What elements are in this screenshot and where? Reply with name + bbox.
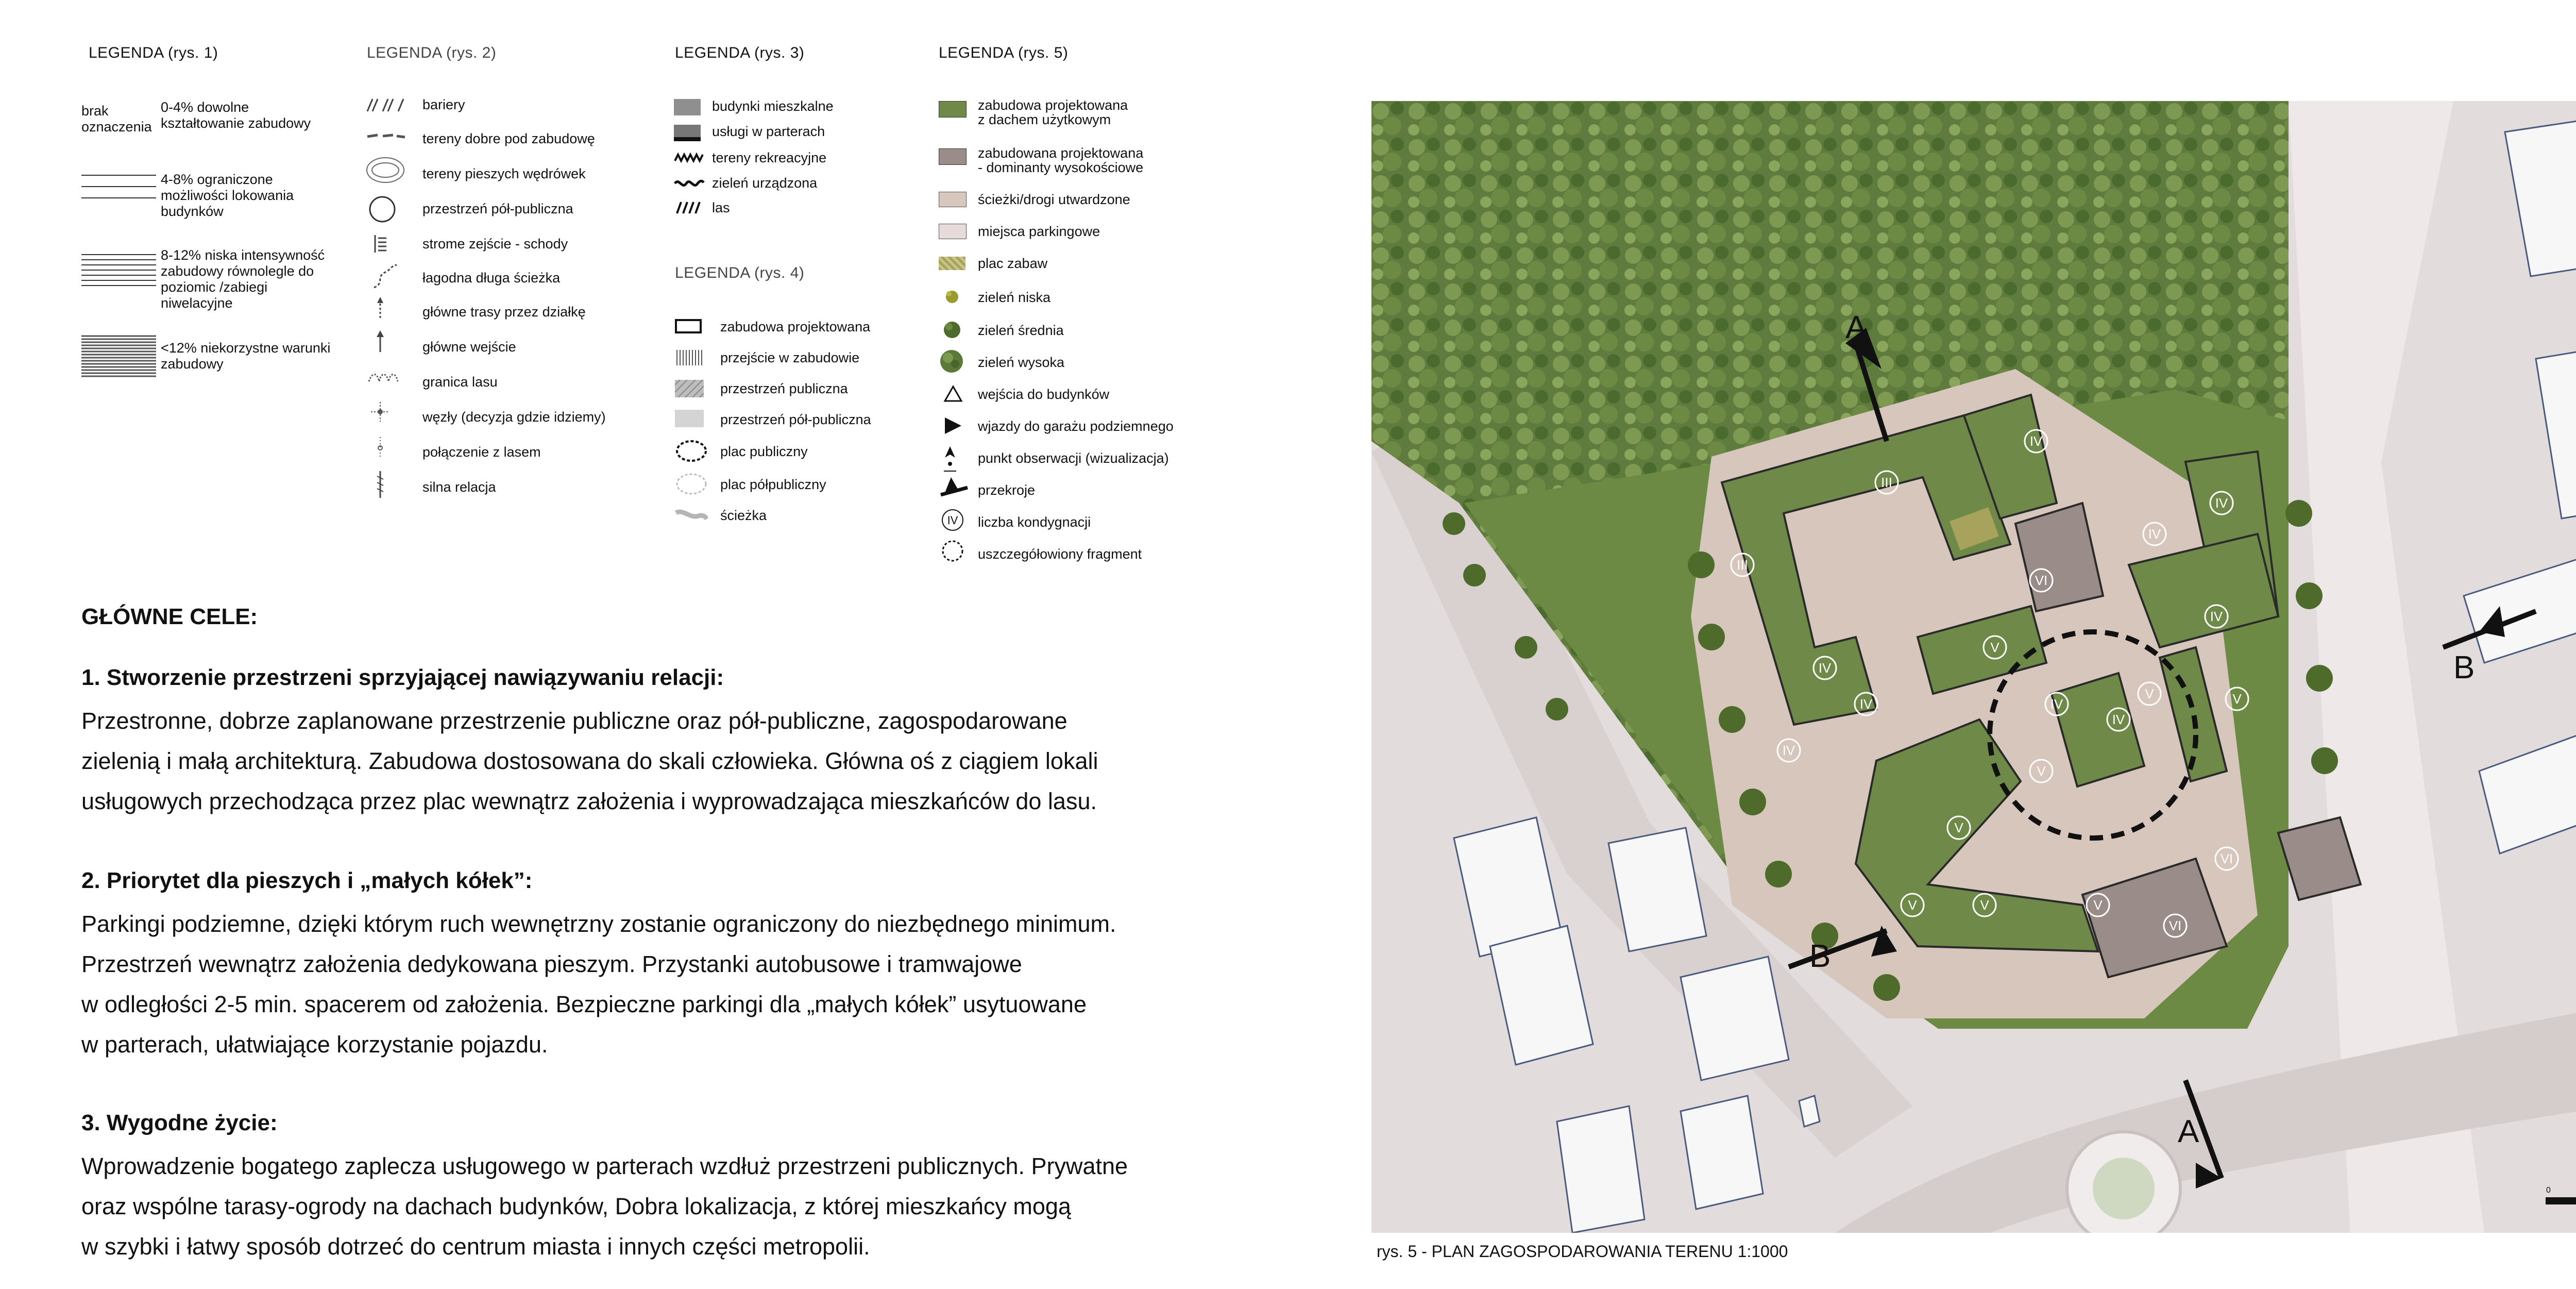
- legend-2-title: LEGENDA (rys. 2): [367, 44, 497, 61]
- goal-3-text: [81, 1146, 1205, 1267]
- goal-2-text: [81, 904, 1205, 1065]
- legend-3-title: LEGENDA (rys. 3): [675, 44, 805, 61]
- level-label: IV: [2210, 609, 2223, 624]
- link-icon: [365, 435, 406, 461]
- level-label: VI: [2168, 918, 2182, 933]
- level-label: III: [1737, 557, 1748, 573]
- circle-icon: [365, 194, 406, 225]
- legend-2-item: główne trasy przez działkę: [422, 304, 586, 320]
- section-label: B: [1809, 939, 1831, 974]
- legend-2: [365, 40, 653, 520]
- grey-block-icon: [674, 99, 701, 115]
- legend-5-item: zabudowana projektowana - dominanty wysokościowe: [978, 145, 1144, 175]
- legend-5-item: miejsca parkingowe: [978, 224, 1100, 239]
- legend-1-item: 4-8% ograniczone możliwości lokowania budynków: [161, 172, 294, 219]
- text-line: oraz wspólne tarasy-ogrody na dachach budynków, Dobra lokalizacja, z której mieszkańcy mogą: [81, 1193, 1071, 1219]
- dash-line-icon: [365, 129, 406, 144]
- legend-5-item: wejścia do budynków: [978, 387, 1110, 402]
- triangle-outline-icon: [943, 384, 963, 403]
- outline-rect-icon: [675, 319, 702, 333]
- legend-1: [81, 40, 349, 401]
- legend-2-item: granica lasu: [422, 374, 498, 390]
- legend-5-item: ścieżki/drogi utwardzone: [978, 192, 1130, 207]
- legend-4-item: zabudowa projektowana: [720, 319, 871, 334]
- goal-2-title: 2. Priorytet dla pieszych i „małych kółek”:: [81, 868, 533, 893]
- relation-icon: [365, 469, 406, 500]
- triangle-filled-icon: [943, 415, 963, 436]
- mid-green-icon: [942, 320, 962, 340]
- text-line: Przestronne, dobrze zaplanowane przestrzenie publiczne oraz pół-publiczne, zagospodarowane: [81, 708, 1067, 734]
- legend-2-item: tereny pieszych wędrówek: [422, 166, 586, 181]
- level-label: V: [1980, 897, 1989, 913]
- level-label: V: [1908, 897, 1917, 913]
- svg-text:IV: IV: [947, 514, 958, 527]
- no-marking-label: brak oznaczenia: [81, 103, 152, 135]
- text-line: w szybki i łatwy sposób dotrzeć do centrum miasta i innych części metropolii.: [81, 1233, 870, 1260]
- level-icon: [940, 507, 965, 533]
- legend-2-item: węzły (decyzja gdzie idziemy): [422, 409, 606, 425]
- section-icon: [939, 472, 970, 498]
- legend-5-item: liczba kondygnacji: [978, 514, 1091, 530]
- legend-1-title: LEGENDA (rys. 1): [89, 44, 218, 61]
- legend-2-item: bariery: [422, 97, 465, 112]
- legend-5-item: punkt obserwacji (wizualizacja): [978, 450, 1169, 466]
- scale-bar: [2546, 1198, 2576, 1204]
- barrier-icon: [365, 96, 406, 114]
- forest-border-icon: [365, 366, 406, 392]
- text-line: w parterach, ułatwiające korzystanie pojazdu.: [81, 1031, 548, 1058]
- legend-3-item: budynki mieszkalne: [712, 98, 834, 114]
- level-label: V: [1954, 820, 1963, 835]
- level-label: V: [2037, 763, 2046, 779]
- goal-3-title: 3. Wygodne życie:: [81, 1110, 278, 1135]
- node-icon: [365, 399, 406, 425]
- wave-icon: [674, 175, 705, 191]
- legend-2-item: połączenie z lasem: [422, 444, 541, 460]
- grey-roof-icon: [939, 148, 967, 165]
- section-label: B: [2453, 650, 2475, 685]
- hatch-sparse-icon: [81, 170, 156, 211]
- legend-2-item: przestrzeń pół-publiczna: [422, 201, 573, 216]
- hatch-dense-icon: [81, 334, 156, 380]
- legend-4-item: przestrzeń pół-publiczna: [720, 412, 871, 427]
- text-line: Wprowadzenie bogatego zaplecza usługowego w parterach wzdłuż przestrzeni publicznych. Prywatne: [81, 1153, 1128, 1179]
- path-stroke-icon: [675, 506, 708, 524]
- legend-1-item: 8-12% niska intensywność zabudowy równolegle do poziomic /zabiegi niwelacyjne: [161, 247, 325, 311]
- legend-5-item: uszczegółowiony fragment: [978, 546, 1142, 562]
- section-label: A: [2178, 1114, 2199, 1149]
- hatch-medium-icon: [81, 252, 156, 293]
- high-green-icon: [939, 348, 964, 374]
- light-rect-icon: [675, 410, 704, 427]
- text-line: zielenią i małą architekturą. Zabudowa dostosowana do skali człowieka. Główna oś z ciągiem lokali: [81, 748, 1098, 774]
- paved-icon: [939, 192, 967, 207]
- goal-1-text: [81, 701, 1205, 822]
- legend-2-item: łagodna długa ścieżka: [422, 270, 561, 286]
- walk-area-icon: [365, 155, 406, 186]
- site-plan-drawing: [1371, 101, 2576, 1233]
- arrow-icon: [365, 329, 406, 355]
- level-label: V: [2232, 691, 2242, 707]
- level-label: III: [1881, 475, 1892, 490]
- svg-text:0: 0: [2546, 1186, 2551, 1195]
- low-green-icon: [942, 287, 962, 307]
- legend-5-item: zieleń średnia: [978, 323, 1064, 338]
- black-block-icon: [674, 125, 701, 141]
- light-circle-icon: [675, 472, 708, 496]
- goal-1-title: 1. Stworzenie przestrzeni sprzyjającej nawiązywaniu relacji:: [81, 665, 724, 690]
- level-label: IV: [2112, 712, 2125, 727]
- legend-4-item: ścieżka: [720, 508, 767, 523]
- legend-5-item: zieleń wysoka: [978, 355, 1065, 370]
- legend-2-item: tereny dobre pod zabudowę: [422, 131, 595, 146]
- legend-5: [937, 40, 1266, 576]
- path-icon: [365, 262, 406, 293]
- legend-4: [673, 260, 941, 549]
- level-label: VI: [2035, 573, 2048, 588]
- legend-3: [673, 40, 920, 236]
- section-label: A: [1845, 310, 1867, 345]
- playground-icon: [939, 257, 965, 270]
- text-line: usługowych przechodząca przez plac wewnątrz założenia i wyprowadzająca mieszkańców do lasu.: [81, 788, 1097, 814]
- legend-5-item: przekroje: [978, 482, 1036, 498]
- legend-3-item: las: [712, 200, 730, 215]
- parking-icon: [939, 224, 967, 239]
- legend-5-item: zabudowa projektowana z dachem użytkowym: [978, 97, 1128, 127]
- legend-4-item: plac półpubliczny: [720, 477, 826, 492]
- level-label: IV: [1859, 696, 1873, 712]
- level-label: V: [2145, 686, 2154, 701]
- stripes-icon: [675, 349, 704, 366]
- legend-5-item: wjazdy do garażu podziemnego: [978, 418, 1174, 434]
- legend-3-item: tereny rekreacyjne: [712, 150, 827, 165]
- level-label: IV: [2215, 495, 2228, 511]
- stairs-icon: [365, 231, 406, 257]
- legend-5-title: LEGENDA (rys. 5): [939, 44, 1069, 61]
- legend-1-item: <12% niekorzystne warunki zabudowy: [161, 340, 331, 372]
- level-label: V: [2093, 897, 2103, 913]
- legend-4-item: przestrzeń publiczna: [720, 381, 848, 396]
- legend-3-item: usługi w parterach: [712, 124, 825, 139]
- site-plan: [1371, 101, 2576, 1233]
- level-label: VI: [2220, 851, 2233, 866]
- roundabout-center: [2093, 1158, 2155, 1219]
- legend-2-item: główne wejście: [422, 339, 516, 355]
- level-label: V: [1990, 640, 1999, 655]
- legend-4-item: przejście w zabudowie: [720, 350, 860, 365]
- legend-4-title: LEGENDA (rys. 4): [675, 264, 805, 281]
- level-label: IV: [2148, 526, 2161, 542]
- slash-icon: [674, 200, 705, 215]
- dashed-circle-small-icon: [940, 538, 965, 564]
- dotted-arrow-icon: [365, 295, 406, 321]
- text-line: Przestrzeń wewnątrz założenia dedykowana pieszym. Przystanki autobusowe i tramwajowe: [81, 951, 1022, 977]
- legend-2-item: silna relacja: [422, 479, 496, 495]
- goals-heading: GŁÓWNE CELE:: [81, 604, 258, 629]
- legend-5-item: zieleń niska: [978, 290, 1051, 305]
- text-line: Parkingi podziemne, dzięki którym ruch wewnętrzny zostanie ograniczony do niezbędnego minimum.: [81, 911, 1116, 937]
- green-roof-icon: [939, 101, 967, 118]
- level-label: IV: [2050, 696, 2063, 712]
- legend-5-item: plac zabaw: [978, 256, 1048, 271]
- zigzag-icon: [674, 150, 705, 166]
- legend-3-item: zieleń urządzona: [712, 175, 818, 191]
- legend-4-item: plac publiczny: [720, 444, 808, 459]
- level-label: IV: [1782, 743, 1795, 758]
- dashed-circle-icon: [675, 439, 708, 463]
- level-label: IV: [2029, 433, 2043, 449]
- legend-2-item: strome zejście - schody: [422, 236, 568, 252]
- hatched-rect-icon: [675, 380, 704, 397]
- view-point-icon: [940, 443, 965, 474]
- text-line: w odległości 2-5 min. spacerem od założenia. Bezpieczne parkingi dla „małych kółek” usytuowane: [81, 991, 1087, 1017]
- legend-1-item: 0-4% dowolne kształtowanie zabudowy: [161, 99, 311, 131]
- level-label: IV: [1818, 660, 1832, 676]
- plan-caption: rys. 5 - PLAN ZAGOSPODAROWANIA TERENU 1:1000: [1377, 1242, 1788, 1261]
